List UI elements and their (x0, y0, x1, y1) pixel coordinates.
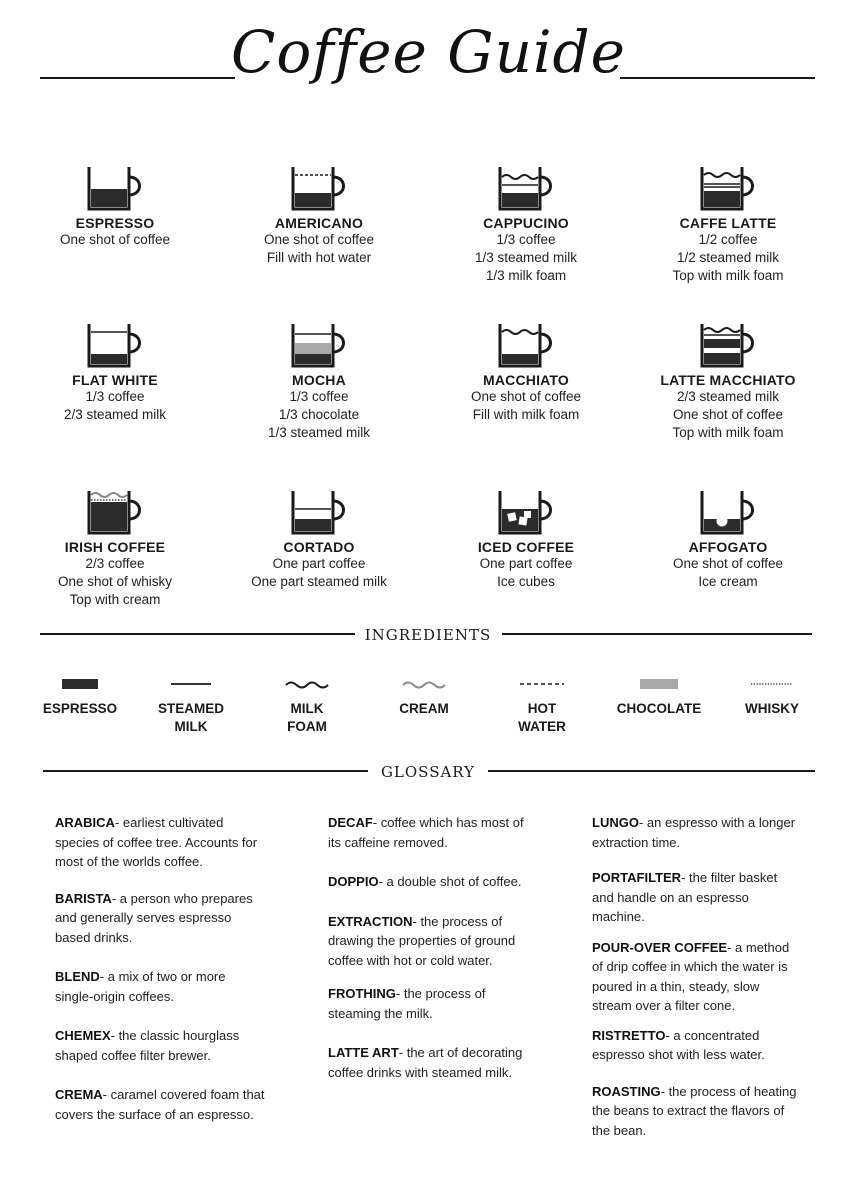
drink-line: 1/3 milk foam (485, 268, 567, 283)
glossary-entry (328, 872, 528, 892)
glossary-definition: - a person who prepares and generally serves espresso based drinks. (55, 890, 253, 945)
drink-name: AFFOGATO (688, 539, 768, 555)
drink-line: One shot of coffee (672, 556, 784, 571)
milk-foam-wave-icon (284, 676, 330, 692)
glossary-entry (328, 1043, 528, 1082)
glossary-term: EXTRACTION (328, 913, 413, 929)
glossary-definition: - earliest cultivated species of coffee tree. Accounts for most of the worlds coffee. (55, 815, 258, 869)
drink-line: Ice cubes (497, 574, 555, 589)
ingredient-label: STEAMED MILK (157, 701, 224, 734)
glossary-definition: - a concentrated espresso shot with less water. (592, 1027, 765, 1062)
drink-macchiato (426, 322, 626, 424)
glossary-heading: GLOSSARY (380, 763, 476, 781)
glossary-entry (55, 889, 265, 948)
glossary-entry (328, 984, 528, 1023)
ingredient-milk-foam (252, 676, 362, 736)
glossary-definition: - the process of steaming the milk. (328, 986, 486, 1021)
ingredients-heading: INGREDIENTS (364, 626, 492, 644)
drink-line: One shot of coffee (59, 232, 171, 247)
glossary-term: CREMA (55, 1087, 103, 1102)
glossary-definition: - a mix of two or more single-origin coffees. (55, 969, 226, 1004)
glossary-entry (55, 1085, 265, 1124)
glossary-column-2 (328, 813, 528, 1094)
glossary-definition: - the classic hourglass shaped coffee filter brewer. (55, 1028, 240, 1063)
macchiato-cup-icon (494, 322, 558, 368)
steamed-milk-line-icon (169, 676, 213, 692)
latte-macchiato-cup-icon (696, 322, 760, 368)
drink-line: 1/3 coffee (289, 389, 349, 404)
ingredient-label: CREAM (399, 701, 449, 716)
ingredient-cream (369, 676, 479, 718)
drink-line: One part coffee (272, 556, 366, 571)
drink-line: 1/2 steamed milk (676, 250, 780, 265)
glossary-term: FROTHING (328, 986, 396, 1001)
glossary-term: BLEND (55, 969, 100, 984)
glossary-rule-right (488, 770, 815, 772)
glossary-entry (592, 1026, 797, 1065)
drink-line: One shot of coffee (470, 389, 582, 404)
glossary-entry (55, 967, 265, 1006)
drink-caffe-latte (628, 165, 828, 285)
ingredient-label: CHOCOLATE (616, 701, 702, 716)
drink-name: IRISH COFFEE (64, 539, 166, 555)
glossary-term: CHEMEX (55, 1028, 111, 1043)
glossary-column-3 (592, 813, 797, 1152)
mocha-cup-icon (287, 322, 351, 368)
drink-line: One part coffee (479, 556, 573, 571)
glossary-rule-left (43, 770, 368, 772)
cream-wave-icon (401, 676, 447, 692)
ingredient-steamed-milk (136, 676, 246, 736)
drink-line: One shot of coffee (672, 407, 784, 422)
drink-line: 1/3 coffee (85, 389, 145, 404)
ingredient-label: ESPRESSO (42, 701, 118, 716)
glossary-definition: - an espresso with a longer extraction time. (592, 815, 796, 850)
glossary-definition: - the filter basket and handle on an espresso machine. (592, 870, 778, 924)
ingredient-hot-water (487, 676, 597, 736)
flat-white-cup-icon (83, 322, 147, 368)
glossary-definition: - the process of drawing the properties of ground coffee with hot or cold water. (328, 913, 516, 968)
glossary-entry (592, 1082, 797, 1141)
drink-name: AMERICANO (274, 215, 364, 231)
glossary-definition: - a double shot of coffee. (378, 874, 522, 889)
drink-line: 2/3 steamed milk (676, 389, 780, 404)
glossary-term: POUR-OVER COFFEE (592, 939, 728, 955)
glossary-entry (328, 813, 528, 852)
iced-coffee-cup-icon (494, 489, 558, 535)
drink-name: CORTADO (283, 539, 355, 555)
cortado-cup-icon (287, 489, 351, 535)
drink-line: 1/3 coffee (496, 232, 556, 247)
glossary-term: LATTE ART (328, 1045, 399, 1060)
hot-water-dashed-icon (518, 676, 566, 692)
glossary-definition: - the art of decorating coffee drinks with steamed milk. (328, 1045, 523, 1080)
glossary-term: LUNGO (592, 815, 639, 830)
drink-line: Top with milk foam (672, 268, 784, 283)
glossary-definition: - coffee which has most of its caffeine removed. (328, 815, 524, 850)
drink-name: ESPRESSO (75, 215, 155, 231)
ingredient-label: HOT WATER (518, 701, 566, 734)
drink-line: Fill with hot water (266, 250, 372, 265)
drink-line: 2/3 steamed milk (63, 407, 167, 422)
drink-line: Top with milk foam (672, 425, 784, 440)
drink-cappucino (426, 165, 626, 285)
ingredient-whisky (717, 676, 827, 718)
drink-line: 2/3 coffee (85, 556, 145, 571)
drink-name: MACCHIATO (482, 372, 570, 388)
drink-irish-coffee (15, 489, 215, 609)
ingredient-chocolate (604, 676, 714, 718)
affogato-cup-icon (696, 489, 760, 535)
glossary-term: BARISTA (55, 890, 112, 906)
glossary-term: ROASTING (592, 1083, 661, 1099)
drink-name: FLAT WHITE (72, 372, 158, 388)
drink-cortado (219, 489, 419, 591)
drink-name: LATTE MACCHIATO (660, 372, 796, 388)
glossary-definition: - caramel covered foam that covers the surface of an espresso. (55, 1087, 265, 1122)
drink-americano (219, 165, 419, 267)
whisky-dotted-icon (748, 676, 796, 692)
drink-name: ICED COFFEE (477, 539, 575, 555)
drink-affogato (628, 489, 828, 591)
glossary-term: RISTRETTO (592, 1027, 666, 1043)
drink-mocha (219, 322, 419, 442)
drink-iced-coffee (426, 489, 626, 591)
espresso-swatch-icon (60, 676, 100, 692)
glossary-definition: - a method of drip coffee in which the water is poured in a thin, steady, slow stream over a filter cone. (592, 939, 790, 1013)
glossary-entry (592, 938, 797, 1016)
drink-line: 1/2 coffee (698, 232, 758, 247)
glossary-term: DECAF (328, 815, 373, 830)
drink-name: MOCHA (292, 372, 346, 388)
caffe-latte-cup-icon (696, 165, 760, 211)
drink-line: 1/3 steamed milk (474, 250, 578, 265)
irish-coffee-cup-icon (83, 489, 147, 535)
ingredient-espresso (25, 676, 135, 718)
drink-line: Fill with milk foam (472, 407, 580, 422)
glossary-entry (592, 813, 797, 852)
drink-line: 1/3 steamed milk (267, 425, 371, 440)
ingredients-rule-left (40, 633, 355, 635)
ingredient-label: MILK FOAM (287, 701, 327, 734)
drink-line: Top with cream (69, 592, 161, 607)
drink-name: CAPPUCINO (483, 215, 569, 231)
glossary-term: DOPPIO (328, 874, 379, 889)
drink-line: 1/3 chocolate (278, 407, 360, 422)
drink-line: One part steamed milk (251, 574, 387, 589)
drink-espresso (15, 165, 215, 249)
drink-line: One shot of coffee (263, 232, 375, 247)
glossary-entry (55, 813, 265, 872)
drink-name: CAFFE LATTE (679, 215, 777, 231)
glossary-definition: - the process of heating the beans to extract the flavors of the bean. (592, 1083, 797, 1138)
drink-line: Ice cream (698, 574, 758, 589)
americano-cup-icon (287, 165, 351, 211)
espresso-cup-icon (83, 165, 147, 211)
glossary-entry (592, 868, 797, 927)
chocolate-swatch-icon (637, 676, 681, 692)
drink-flat-white (15, 322, 215, 424)
glossary-entry (55, 1026, 265, 1065)
drink-latte-macchiato (628, 322, 828, 442)
glossary-term: ARABICA (55, 815, 115, 830)
ingredient-label: WHISKY (745, 701, 799, 716)
glossary-entry (328, 912, 528, 971)
page-title: Coffee Guide (230, 18, 626, 86)
drink-line: One shot of whisky (57, 574, 173, 589)
ingredients-rule-right (502, 633, 812, 635)
cappucino-cup-icon (494, 165, 558, 211)
glossary-term: PORTAFILTER (592, 870, 682, 885)
glossary-column-1 (55, 813, 265, 1136)
